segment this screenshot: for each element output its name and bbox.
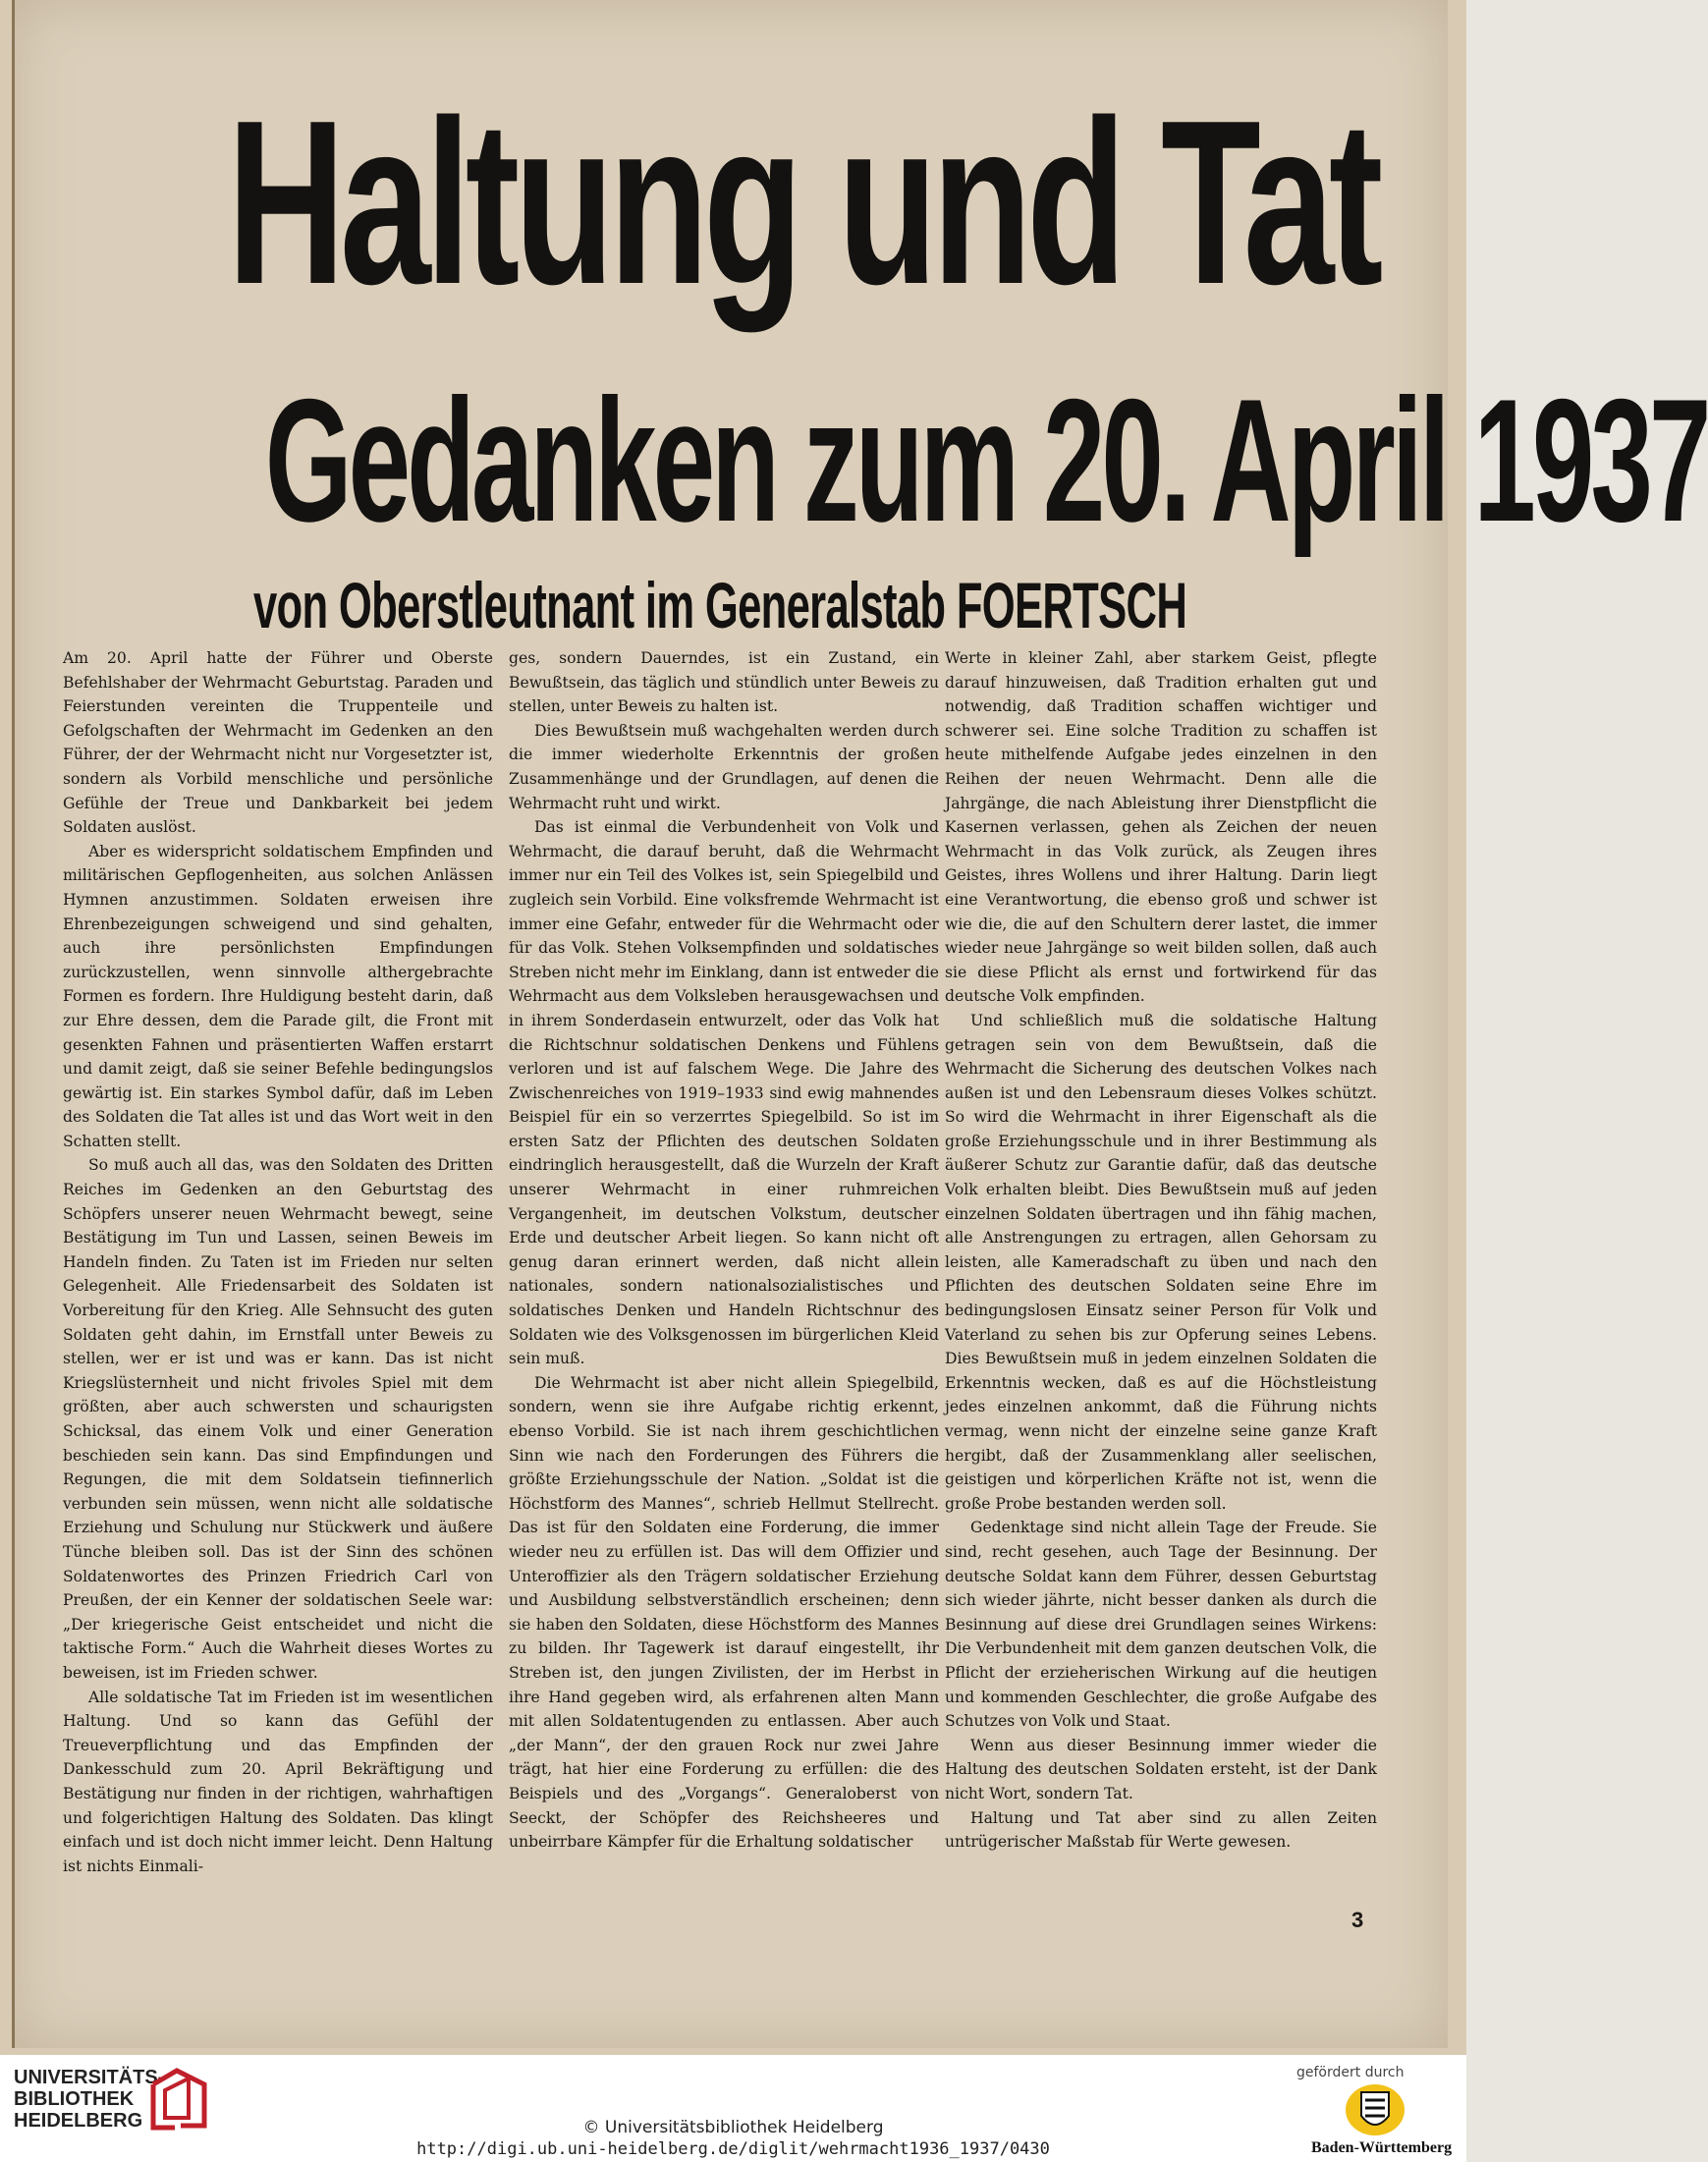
paragraph: Alle soldatische Tat im Frieden ist im wesentlichen Haltung. Und so kann das Gefühl der Treueverpflichtung und das Empfinden der Dankesschuld zum 20. April Bekräftigung und Bestätigung nur finden in der richtigen, wahrhaftigen und folgerichtigen Haltung des Soldaten. Das klingt einfach und ist doch nicht immer leicht. Denn Haltung ist nichts Einmali- (63, 1688, 493, 1875)
funded-by-label: gefördert durch (1296, 2065, 1405, 2080)
article-byline: von Oberstleutnant im Generalstab FOERTSCH (252, 569, 1187, 641)
paragraph: ges, sondern Dauerndes, ist ein Zustand, ein Bewußtsein, das täglich und stündlich unter Beweis zu stellen, unter Beweis zu halten ist. (509, 649, 939, 716)
library-name-line: HEIDELBERG (14, 2110, 143, 2132)
sponsor-name: Baden-Württemberg (1311, 2139, 1453, 2156)
paragraph: Am 20. April hatte der Führer und Oberste Befehlshaber der Wehrmacht Geburtstag. Paraden und Feierstunden vereinten die Truppenteile und Gefolgschaften der Wehrmacht im Gedenken an den Führer, der der Wehrmacht nicht nur Vorgesetzter ist, sondern als Vorbild menschliche und persönliche Gefühle der Treue und Dankbarkeit bei jedem Soldaten auslöst. (63, 649, 493, 837)
paragraph: Aber es widerspricht soldatischem Empfinden und militärischen Gepflogenheiten, aus solchen Anlässen Hymnen anzustimmen. Soldaten erweisen ihre Ehrenbezeigungen schweigend und sind gehalten, auch ihre persönlichsten Empfindungen zurückzustellen, wenn sinnvolle althergebrachte Formen es fordern. Ihre Huldigung besteht darin, daß zur Ehre dessen, dem die Parade gilt, die Front mit gesenkten Fahnen und präsentierten Waffen erstarrt und damit zeigt, daß sie seiner Befehle bedingungslos gewärtig ist. Ein starkes Symbol dafür, daß im Leben des Soldaten die Tat alles ist und das Wort weit in den Schatten stellt. (63, 842, 493, 1150)
copyright-notice: © Universitätsbibliothek Heidelberg (582, 2118, 884, 2137)
paragraph: Und schließlich muß die soldatische Haltung getragen sein von dem Bewußtsein, daß die Wehrmacht die Sicherung des deutschen Volkes nach außen ist und den Lebensraum dieses Volkes schützt. So wird die Wehrmacht in ihrer Eigenschaft als die große Erziehungsschule und in ihrer Bestimmung als äußerer Schutz zur Garantie dafür, daß das deutsche Volk erhalten bleibt. Dies Bewußtsein muß auf jeden einzelnen Soldaten übertragen und ihn fähig machen, alle Anstrengungen zu ertragen, allen Gehorsam zu leisten, alle Kameradschaft zu üben und nach den Pflichten des deutschen Soldaten seine Ehre im bedingungslosen Einsatz seiner Person für Volk und Vaterland zu sehen bis zur Opferung seines Lebens. Dies Bewußtsein muß in jedem einzelnen Soldaten die Erkenntnis wecken, daß es auf die Höchstleistung jedes einzelnen ankommt, daß die Führung nichts vermag, wenn nicht der einzelne seine ganze Kraft hergibt, daß der Zusammenklang aller seelischen, geistigen und körperlichen Kräfte not ist, wenn die große Probe bestanden werden soll. (945, 1011, 1377, 1513)
paragraph: Werte in kleiner Zahl, aber starkem Geist, pflegte darauf hinzuweisen, daß Tradition erhalten gut und notwendig, daß Tradition schaffen wichtiger und schwerer sei. Eine solche Tradition zu schaffen ist heute mithelfende Aufgabe jedes einzelnen in den Reihen der neuen Wehrmacht. Denn alle die Jahrgänge, die nach Ableistung ihrer Dienstpflicht die Kasernen verlassen, gehen als Zeichen der neuen Wehrmacht in das Volk zurück, als Zeugen ihres Geistes, ihres Wollens und ihrer Haltung. Darin liegt eine Verantwortung, die ebenso groß und schwer ist wie die, die auf den Schultern derer lastet, die immer wieder neue Jahrgänge so weit bilden sollen, daß auch sie diese Pflicht als ernst und fortwirkend für das deutsche Volk empfinden. (945, 649, 1377, 1006)
article-title: Haltung und Tat (227, 73, 1378, 333)
library-name-line: BIBLIOTHEK (14, 2088, 135, 2110)
paragraph: Das ist einmal die Verbundenheit von Volk und Wehrmacht, die darauf beruht, daß die Wehrmacht immer nur ein Teil des Volkes ist, sein Spiegelbild und zugleich sein Vorbild. Eine volksfremde Wehrmacht ist immer eine Gefahr, entweder für die Wehrmacht oder für das Volk. Stehen Volksempfinden und soldatisches Streben nicht mehr im Einklang, dann ist entweder die Wehrmacht aus dem Volksleben herausgewachsen und in ihrem Sonderdasein entwurzelt, oder das Volk hat die Richtschnur soldatischen Denkens und Fühlens verloren und ist auf falschem Wege. Die Jahre des Zwischenreiches von 1919–1933 sind ewig mahnendes Beispiel für ein so verzerrtes Spiegelbild. So ist im ersten Satz der Pflichten des deutschen Soldaten eindringlich herausgestellt, daß die Wurzeln der Kraft unserer Wehrmacht in einer ruhmreichen Vergangenheit, im deutschen Volkstum, deutscher Erde und deutscher Arbeit liegen. So kann nicht oft genug daran erinnert werden, daß nicht allein nationales, sondern nationalsozialistisches und soldatisches Denken und Handeln Richtschnur des Soldaten wie des Volksgenossen im bürgerlichen Kleid sein muß. (509, 818, 939, 1368)
baden-wuerttemberg-crest-icon[interactable] (1344, 2082, 1406, 2139)
permalink[interactable]: http://digi.ub.uni-heidelberg.de/diglit/wehrmacht1936_1937/0430 (416, 2139, 1050, 2159)
magazine-page (12, 0, 1708, 2048)
library-name-line: UNIVERSITÄTS- (14, 2067, 165, 2088)
paragraph: Haltung und Tat aber sind zu allen Zeiten untrügerischer Maßstab für Werte gewesen. (945, 1808, 1377, 1852)
paragraph: So muß auch all das, was den Soldaten des Dritten Reiches im Gedenken an den Geburtstag des Schöpfers unserer neuen Wehrmacht bewegt, seine Bestätigung im Tun und Lassen, seinen Beweis im Handeln finden. Zu Taten ist im Frieden nur selten Gelegenheit. Alle Friedensarbeit des Soldaten ist Vorbereitung für den Krieg. Alle Sehnsucht des guten Soldaten geht dahin, im Ernstfall unter Beweis zu stellen, wer er ist und was er kann. Das ist nicht Kriegslüsternheit und nicht frivoles Spiel mit dem größten, aber auch schwersten und schaurigsten Schicksal, das einem Volk und einer Generation beschieden sein kann. Das sind Empfindungen und Regungen, die mit dem Soldatsein tiefinnerlich verbunden sein müssen, wenn nicht alle soldatische Erziehung und Schulung nur Stückwerk und äußere Tünche bleiben soll. Das ist der Sinn des schönen Soldatenwortes des Prinzen Friedrich Carl von Preußen, der ein Kenner der soldatischen Seele war: „Der kriegerische Geist entscheidet und nicht die taktische Form.“ Auch die Wahrheit dieses Wortes zu beweisen, ist im Frieden schwer. (63, 1156, 493, 1682)
paragraph: Die Wehrmacht ist aber nicht allein Spiegelbild, sondern, wenn sie ihre Aufgabe richtig erkennt, ebenso Vorbild. Sie ist nach ihrem geschichtlichen Sinn wie nach den Forderungen des Führers die größte Erziehungsschule der Nation. „Soldat ist die Höchstform des Mannes“, schrieb Hellmut Stellrecht. Das ist für den Soldaten eine Forderung, die immer wieder neu zu erfüllen ist. Das will dem Offizier und Unteroffizier als den Trägern soldatischer Erziehung und Ausbildung selbstverständlich erscheinen; denn sie haben den Soldaten, diese Höchstform des Mannes zu bilden. Ihr Tagewerk ist darauf eingestellt, ihr Streben ist, den jungen Zivilisten, der im Herbst in ihre Hand gegeben wird, als erfahrenen alten Mann mit allen Soldatentugenden zu entlassen. Aber auch „der Mann“, der den grauen Rock nur zwei Jahre trägt, hat hier eine Forderung zu erfüllen: die des Beispiels und des „Vorgangs“. Generaloberst von Seeckt, der Schöpfer des Reichsheeres und unbeirrbare Kämpfer für die Erhaltung soldatischer (509, 1373, 939, 1852)
text-column-1 (63, 646, 493, 1878)
paragraph: Dies Bewußtsein muß wachgehalten werden durch die immer wiederholte Erkenntnis der großen Zusammenhänge und der Grundlagen, auf denen die Wehrmacht ruht und wirkt. (509, 721, 939, 812)
paragraph: Wenn aus dieser Besinnung immer wieder die Haltung des deutschen Soldaten ersteht, ist der Dank nicht Wort, sondern Tat. (945, 1736, 1377, 1802)
page-number: 3 (1351, 1908, 1364, 1932)
article-subtitle: Gedanken zum 20. April 1937 (264, 362, 1708, 558)
text-column-3 (945, 646, 1377, 1855)
paragraph: Gedenktage sind nicht allein Tage der Freude. Sie sind, recht gesehen, auch Tage der Besinnung. Der deutsche Soldat kann dem Führer, dessen Geburtstag sich wieder jährte, nicht besser danken als durch die Besinnung auf diese drei Grundlagen seines Wirkens: Die Verbundenheit mit dem ganzen deutschen Volk, die Pflicht der erzieherischen Wirkung auf die heutigen und kommenden Geschlechter, die große Aufgabe des Schutzes von Volk und Staat. (945, 1519, 1377, 1731)
text-column-2 (509, 646, 939, 1855)
